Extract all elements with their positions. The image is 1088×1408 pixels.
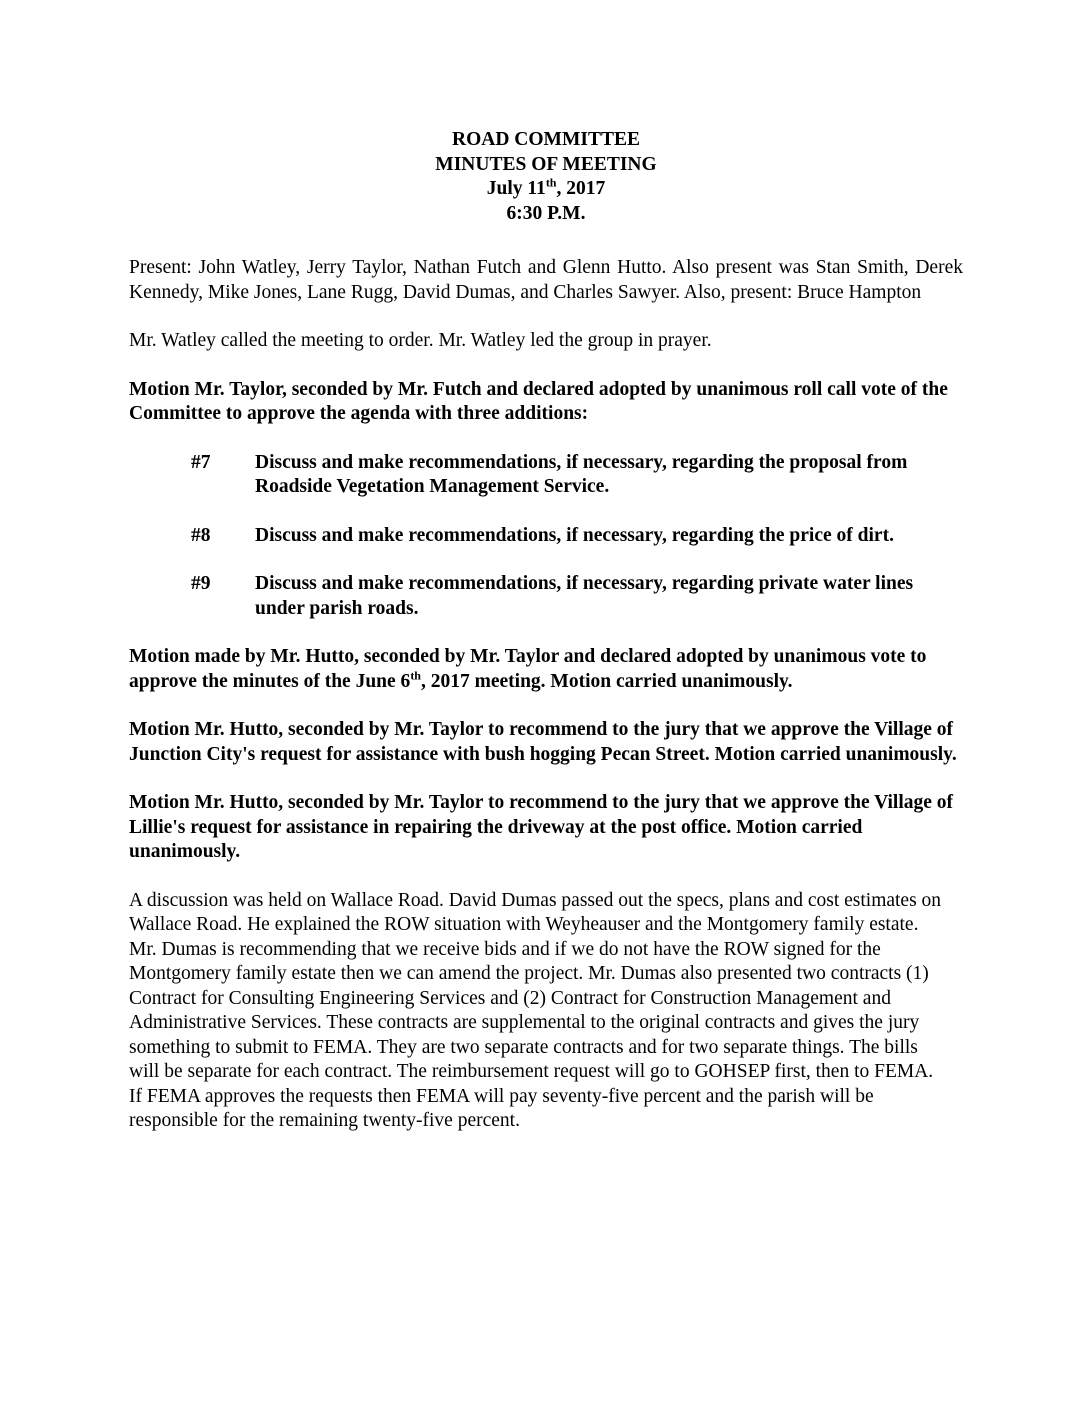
meeting-date-ordinal: th xyxy=(545,175,557,190)
motion-approve-agenda: Motion Mr. Taylor, seconded by Mr. Futch and declared adopted by unanimous roll call vote of the Committee to approve the agenda with three additions: xyxy=(129,378,948,424)
agenda-addition-item xyxy=(129,524,963,549)
agenda-addition-item xyxy=(129,572,963,621)
motion-approve-minutes xyxy=(129,645,963,694)
motion-minutes-after: , 2017 meeting. Motion carried unanimously. xyxy=(420,670,793,692)
agenda-addition-item xyxy=(129,451,963,500)
meeting-time: 6:30 P.M. xyxy=(506,202,586,224)
minutes-page xyxy=(129,128,963,1158)
document-header xyxy=(129,128,963,226)
agenda-item-number: #7 xyxy=(191,451,211,473)
agenda-item-number: #9 xyxy=(191,573,211,594)
agenda-item-text: Discuss and make recommendations, if necessary, regarding the proposal from Roadside Vegetation Management Service. xyxy=(255,451,908,497)
motion-junction-city: Motion Mr. Hutto, seconded by Mr. Taylor to recommend to the jury that we approve the Village of Junction City's request for assistance with bush hogging Pecan Street. Motion carried unanimously. xyxy=(129,719,957,765)
attendance-paragraph: Present: John Watley, Jerry Taylor, Nathan Futch and Glenn Hutto. Also present was Stan Smith, Derek Kennedy, Mike Jones, Lane Rugg, David Dumas, and Charles Sawyer. Also, present: Bruce Hampton xyxy=(129,257,963,303)
motion-minutes-ordinal: th xyxy=(410,668,421,682)
meeting-date xyxy=(129,177,963,202)
agenda-additions-list xyxy=(129,451,963,622)
committee-title: ROAD COMMITTEE xyxy=(452,129,640,150)
motion-minutes-before: Motion made by Mr. Hutto, seconded by Mr. Taylor and declared adopted by unanimous vote to approve the minutes of the June 6 xyxy=(129,646,927,692)
meeting-date-suffix: , 2017 xyxy=(556,178,606,199)
agenda-item-number: #8 xyxy=(191,524,211,546)
agenda-item-text: Discuss and make recommendations, if necessary, regarding the price of dirt. xyxy=(255,524,894,546)
meeting-date-prefix: July 11 xyxy=(486,178,546,199)
call-to-order-paragraph: Mr. Watley called the meeting to order. Mr. Watley led the group in prayer. xyxy=(129,330,712,351)
minutes-title: MINUTES OF MEETING xyxy=(435,153,657,175)
motion-lillie: Motion Mr. Hutto, seconded by Mr. Taylor to recommend to the jury that we approve the Village of Lillie's request for assistance in repairing the driveway at the post office. Motion carried unanimously. xyxy=(129,792,954,862)
wallace-road-discussion: A discussion was held on Wallace Road. David Dumas passed out the specs, plans and cost estimates on Wallace Road. He explained the ROW situation with Weyheauser and the Montgomery family estate. Mr. Dumas is recommending that we receive bids and if we do not have the ROW signed for the Montgomery family estate then we can amend the project. Mr. Dumas also presented two contracts (1) Contract for Consulting Engineering Services and (2) Contract for Construction Management and Administrative Services. These contracts are supplemental to the original contracts and gives the jury something to submit to FEMA. They are two separate contracts and for two separate things. The bills will be separate for each contract. The reimbursement request will go to GOHSEP first, then to FEMA. If FEMA approves the requests then FEMA will pay seventy-five percent and the parish will be responsible for the remaining twenty-five percent. xyxy=(129,889,942,1131)
agenda-item-text: Discuss and make recommendations, if necessary, regarding private water lines under parish roads. xyxy=(255,573,914,619)
